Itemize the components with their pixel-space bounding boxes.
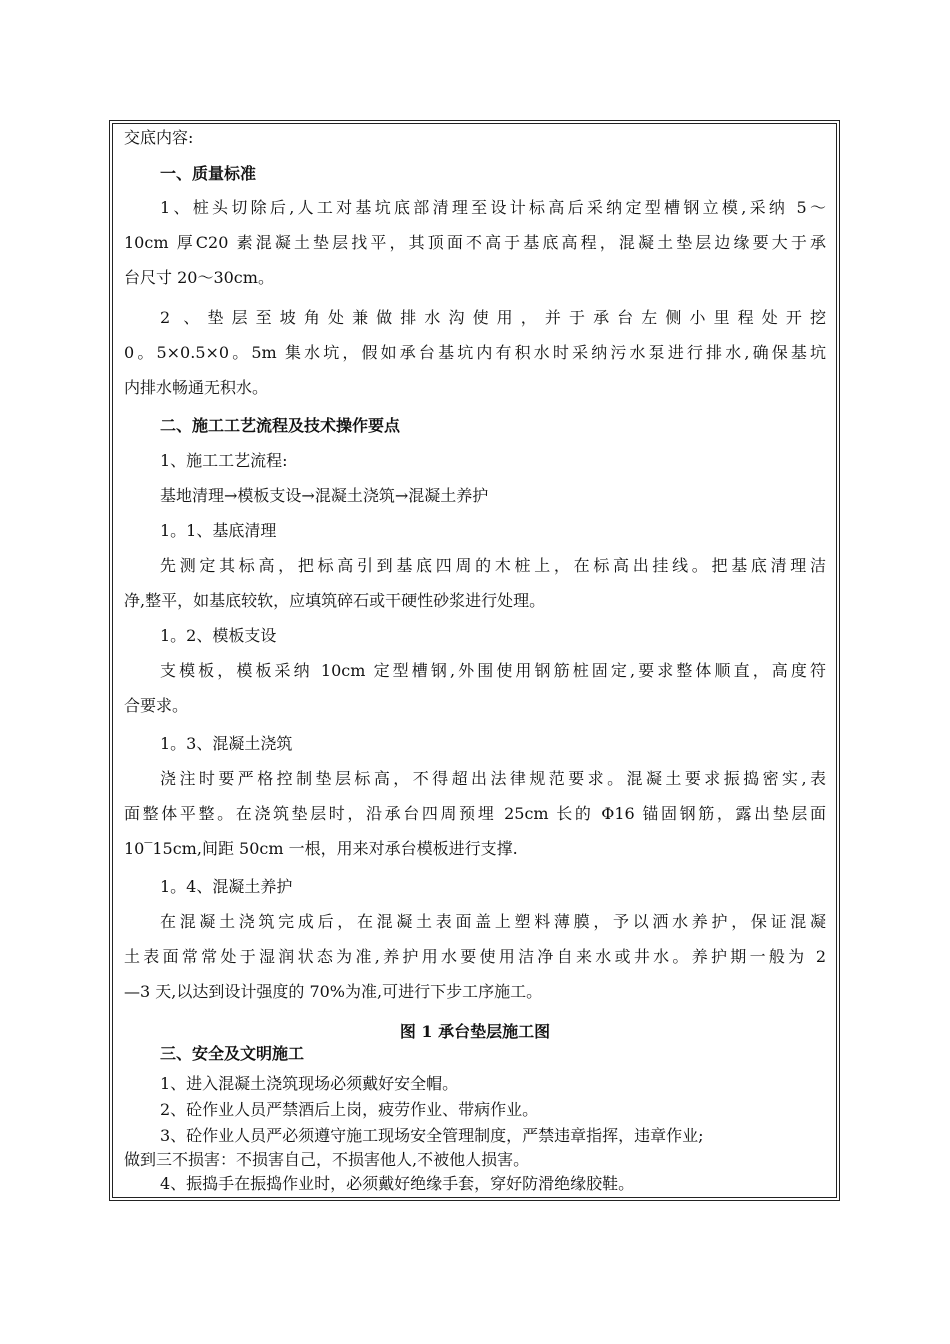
s2-12-line2: 合要求。 (124, 696, 189, 715)
s2-13-line2: 面整体平整。在浇筑垫层时，沿承台四周预埋 25cm 长的 Φ16 锚固钢筋，露出垫层面 (124, 804, 826, 823)
s2-13-line3: 10‾15cm,间距 50cm 一根，用来对承台模板进行支撑. (124, 839, 518, 858)
s2-flow: 基地清理→模板支设→混凝土浇筑→混凝土养护 (160, 486, 489, 505)
s1-p1-line1: 1、桩头切除后,人工对基坑底部清理至设计标高后采纳定型槽钢立模,采纳 5～ (160, 198, 826, 217)
intro-label: 交底内容: (124, 128, 194, 147)
s2-14-line2: 土表面常常处于湿润状态为准,养护用水要使用洁净自来水或井水。养护期一般为 2 (124, 947, 826, 966)
s3-item-1: 1、进入混凝土浇筑现场必须戴好安全帽。 (160, 1074, 459, 1093)
figure-caption: 图 1 承台垫层施工图 (399, 1022, 551, 1041)
s1-p2-line1: 2 、垫层至坡角处兼做排水沟使用，并于承台左侧小里程处开挖 (160, 308, 826, 327)
section-1-title: 一、质量标准 (160, 164, 257, 183)
s2-11-line1: 先测定其标高，把标高引到基底四周的木桩上，在标高出挂线。把基底清理洁 (160, 556, 826, 575)
s2-11-heading: 1。1、基底清理 (160, 521, 277, 540)
s3-item-3-line1: 3、砼作业人员严必须遵守施工现场安全管理制度，严禁违章指挥，违章作业; (160, 1126, 704, 1145)
s2-12-line1: 支模板，模板采纳 10cm 定型槽钢,外围使用钢筋桩固定,要求整体顺直，高度符 (160, 661, 826, 680)
s1-p2-line2: 0。5×0.5×0。5m 集水坑，假如承台基坑内有积水时采纳污水泵进行排水,确保基坑 (124, 343, 826, 362)
s1-p2-line3: 内排水畅通无积水。 (124, 378, 269, 397)
s2-14-line3: —3 天,以达到设计强度的 70%为准,可进行下步工序施工。 (124, 982, 543, 1001)
s2-11-line2: 净,整平，如基底较软，应填筑碎石或干硬性砂浆进行处理。 (124, 591, 546, 610)
s2-13-line1: 浇注时要严格控制垫层标高，不得超出法律规范要求。混凝土要求振捣密实,表 (160, 769, 826, 788)
s2-14-heading: 1。4、混凝土养护 (160, 877, 293, 896)
s1-p1-line3: 台尺寸 20～30cm。 (124, 268, 274, 287)
s2-14-line1: 在混凝土浇筑完成后，在混凝土表面盖上塑料薄膜，予以洒水养护，保证混凝 (160, 912, 826, 931)
s1-p1-line2: 10cm 厚C20 素混凝土垫层找平，其顶面不高于基底高程，混凝土垫层边缘要大于承 (124, 233, 826, 252)
s3-item-2: 2、砼作业人员严禁酒后上岗，疲劳作业、带病作业。 (160, 1100, 539, 1119)
section-2-title: 二、施工工艺流程及技术操作要点 (160, 416, 401, 435)
s3-item-3-line2: 做到三不损害：不损害自己，不损害他人,不被他人损害。 (124, 1150, 530, 1169)
s3-item-4: 4、振捣手在振捣作业时，必须戴好绝缘手套，穿好防滑绝缘胶鞋。 (160, 1174, 635, 1193)
s2-subheading-1: 1、施工工艺流程: (160, 451, 288, 470)
s2-13-heading: 1。3、混凝土浇筑 (160, 734, 293, 753)
s2-12-heading: 1。2、模板支设 (160, 626, 277, 645)
section-3-title: 三、安全及文明施工 (160, 1044, 305, 1063)
